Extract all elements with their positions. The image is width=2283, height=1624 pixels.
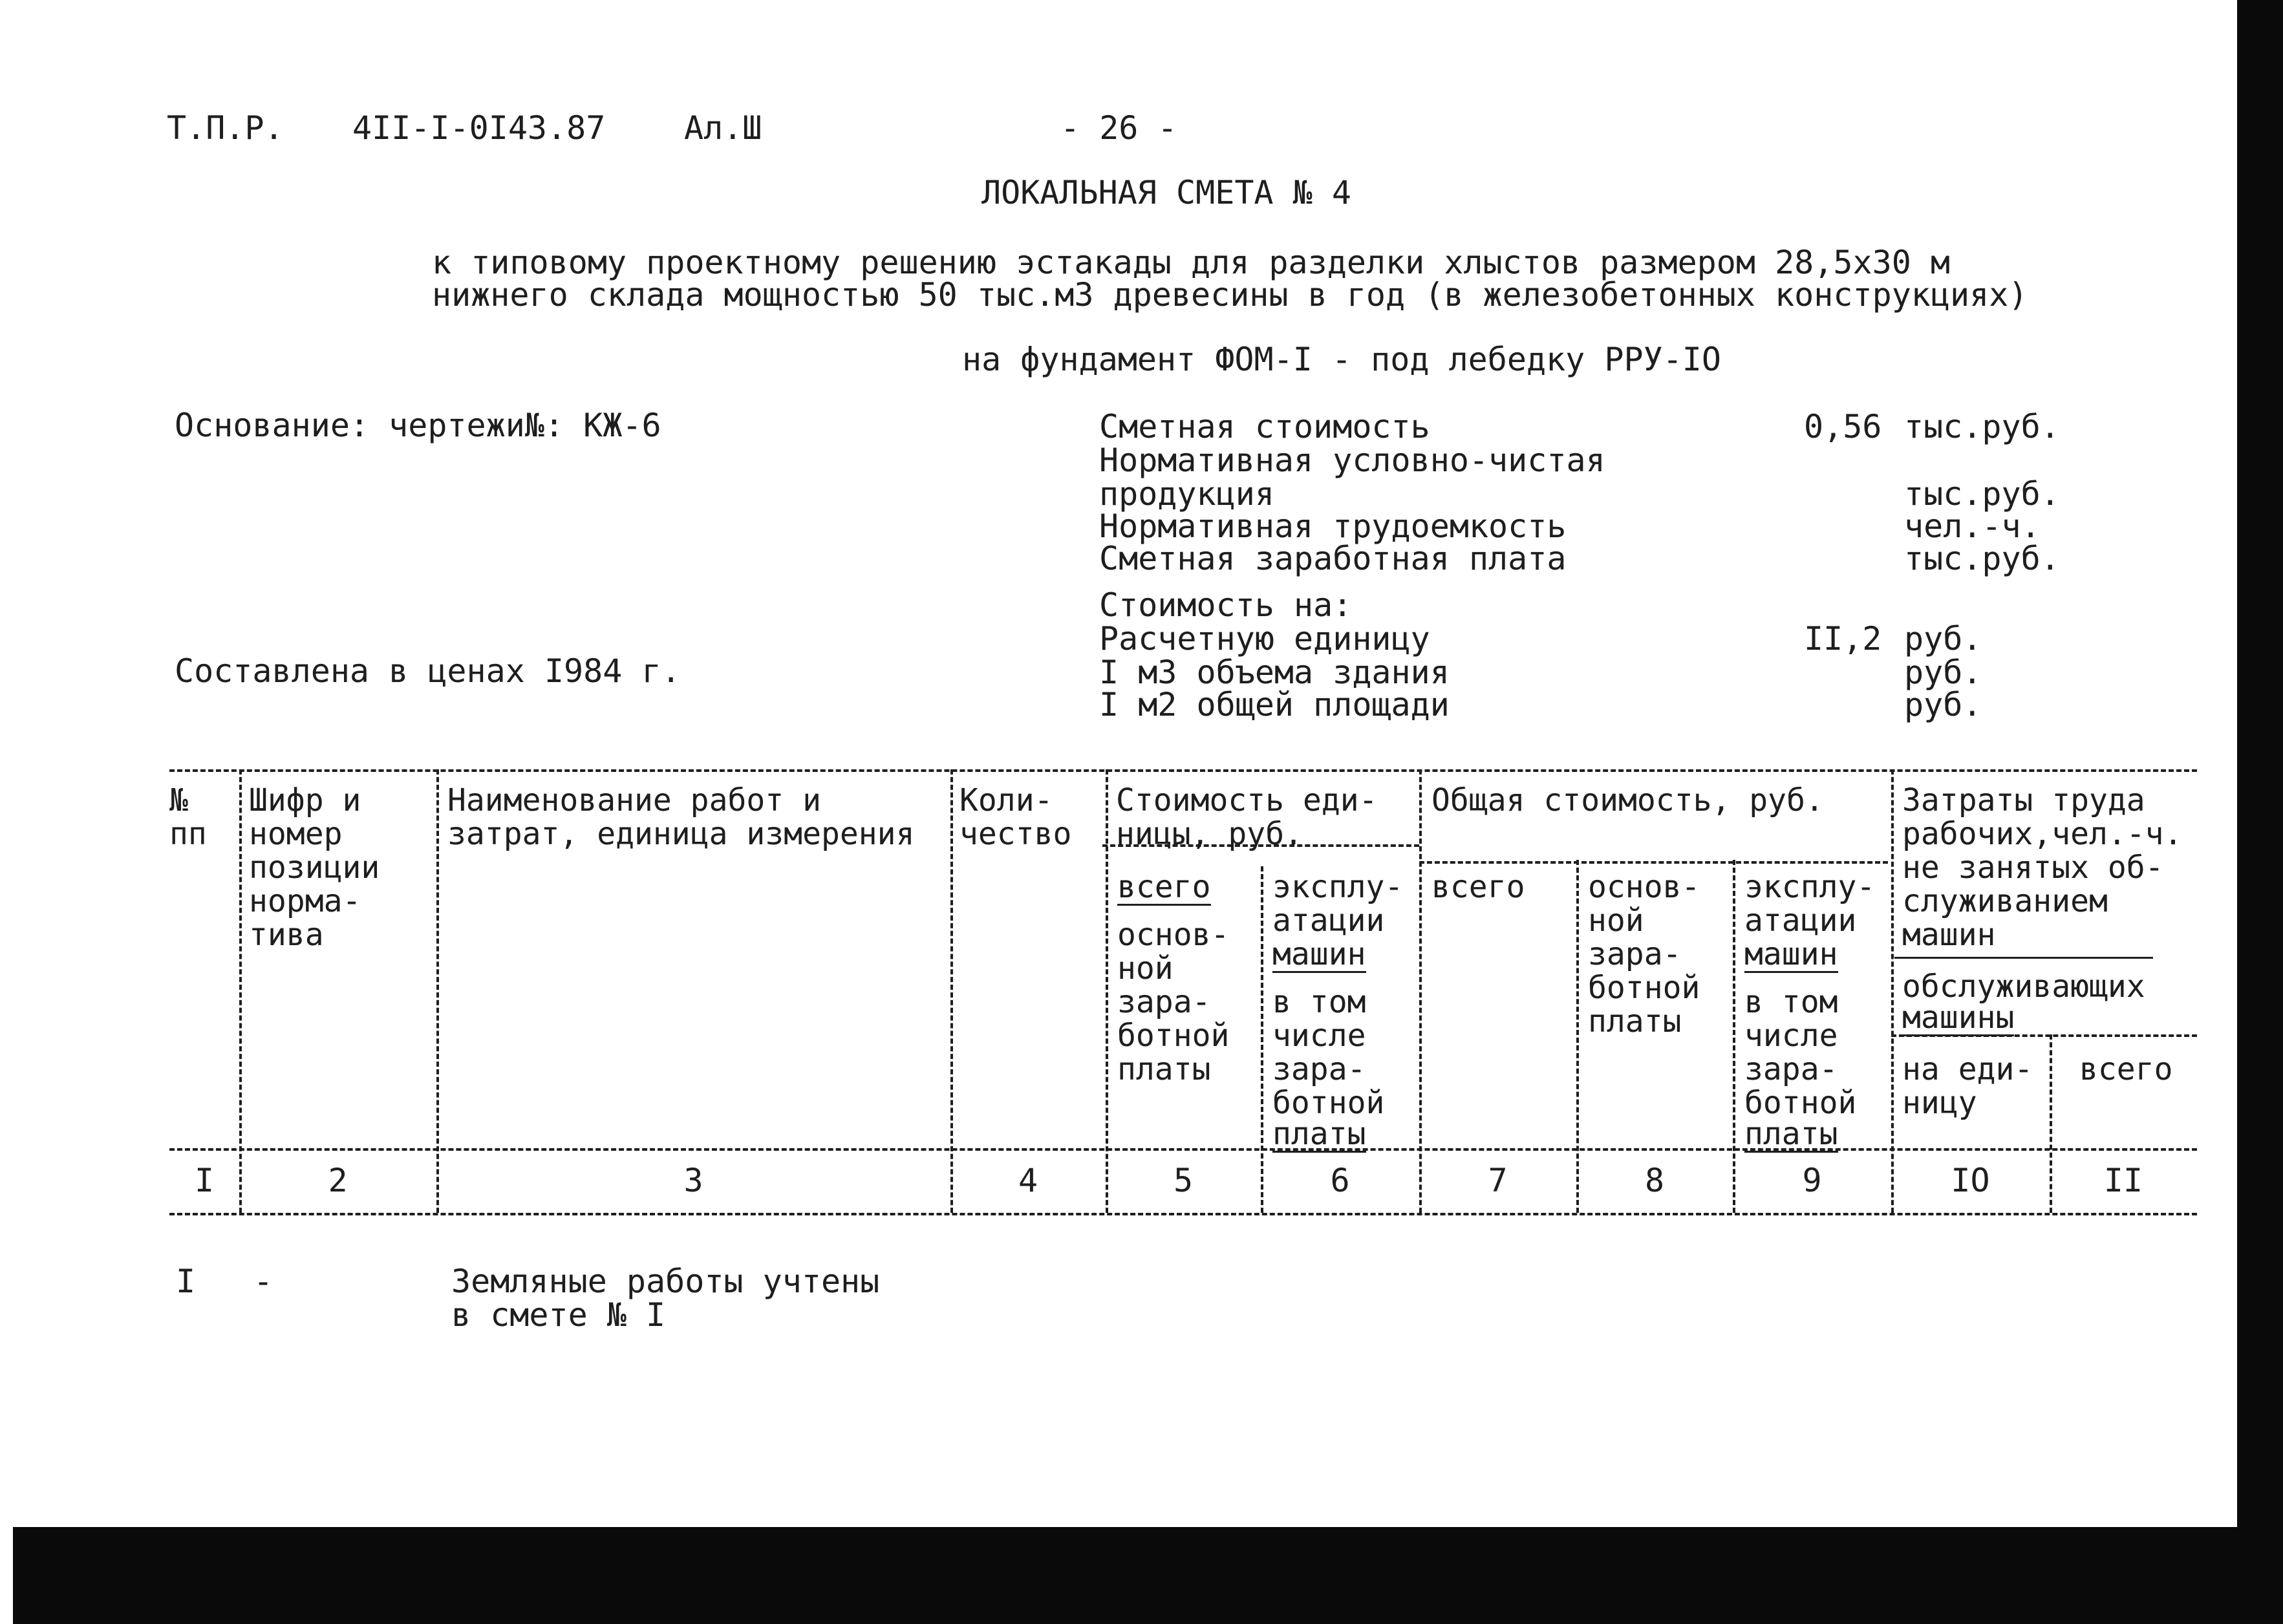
col9-incl-3: зара- [1744,1051,1838,1087]
col2-header-3: позиции [249,849,380,886]
col-divider [436,769,439,1213]
estimated-cost-unit: тыс.руб. [1904,408,2060,445]
col1-header-2: пп [169,816,207,852]
col-number: 8 [1644,1162,1665,1199]
net-product-unit: тыс.руб. [1904,475,2060,513]
col4-header-2: чество [959,816,1072,852]
col-divider [1261,866,1263,1213]
col-divider [950,769,953,1213]
col9-incl-5: платы [1744,1116,1838,1152]
subtitle-line-2: нижнего склада мощностью 50 тыс.м3 древесины в год (в железобетонных конструкциях) [432,276,2028,314]
estimated-cost-label: Сметная стоимость [1099,408,1430,445]
col-divider [239,769,242,1213]
labor-group-4: служиванием [1902,883,2108,919]
col10-header-2: ницу [1902,1085,1977,1121]
col5-wages-2: ной [1117,950,1174,987]
col-number: 3 [683,1162,703,1199]
col-number: 5 [1173,1162,1194,1199]
unit-cost-label: Расчетную единицу [1099,620,1430,657]
col9-operation-1: эксплу- [1744,869,1876,905]
col-number: I [194,1162,215,1199]
col6-incl-4: ботной [1272,1085,1385,1121]
total-cost-group: Общая стоимость, руб. [1431,782,1824,818]
labor-group-1: Затраты труда [1902,782,2145,818]
subtitle-line-3: на фундамент ФОМ-I - под лебедку РРУ-IO [962,341,1721,378]
col5-total: всего [1117,869,1211,905]
total-cost-group-rule [1419,861,1888,864]
col-number: 6 [1330,1162,1350,1199]
net-product-label-2: продукция [1099,475,1274,513]
col9-incl-1: в том [1744,984,1838,1020]
col5-wages-4: ботной [1117,1018,1230,1054]
labor-label: Нормативная трудоемкость [1099,508,1567,545]
col6-operation-3: машин [1272,936,1366,972]
col3-header-2: затрат, единица измерения [447,816,915,852]
page-number: - 26 - [1060,109,1177,147]
cost-per-label: Стоимость на: [1099,586,1353,624]
col-number: 7 [1488,1162,1508,1199]
row-number: I [176,1263,196,1300]
col6-incl-3: зара- [1272,1051,1366,1087]
col8-header-2: ной [1588,903,1644,939]
estimated-cost-value: 0,56 [1804,408,1882,445]
m2-cost-unit: руб. [1904,686,1982,723]
col8-header-4: ботной [1588,970,1700,1006]
col9-incl-4: ботной [1744,1085,1857,1121]
col6-operation-2: атации [1272,903,1385,939]
unit-cost-group-2: ницы, руб. [1116,816,1303,852]
col-number: IO [1951,1162,1990,1199]
labor-unit: чел.-ч. [1904,508,2041,545]
labor-serving-2: машины [1902,999,2015,1036]
col-divider [1106,769,1108,1213]
row-name-1: Земляные работы учтены [451,1263,880,1300]
labor-group-5: машин [1902,917,1996,953]
numbers-bottom-border [169,1213,2197,1215]
col4-header-1: Коли- [959,782,1053,818]
col-divider [1891,769,1894,1213]
col6-incl-2: числе [1272,1018,1366,1054]
net-product-label-1: Нормативная условно-чистая [1099,442,1605,479]
col11-header: всего [2079,1051,2173,1087]
col6-incl-5: платы [1272,1116,1366,1152]
page-title: ЛОКАЛЬНАЯ СМЕТА № 4 [981,174,1351,211]
scan-dark-border-bottom [13,1527,2283,1624]
labor-underline [1894,957,2153,959]
col10-header-1: на еди- [1902,1051,2033,1087]
col2-header-1: Шифр и [249,782,361,818]
labor-group-3: не занятых об- [1902,849,2164,886]
scan-dark-border-right [2237,0,2283,1624]
col8-header-1: основ- [1588,869,1700,905]
col8-header-5: платы [1588,1003,1682,1040]
m2-cost-label: I м2 общей площади [1099,686,1450,723]
col9-incl-2: числе [1744,1018,1838,1054]
col9-operation-2: атации [1744,903,1857,939]
unit-cost-value: II,2 [1804,620,1882,657]
col-number: II [2103,1162,2143,1199]
col5-wages-1: основ- [1117,917,1230,953]
row-code: - [253,1263,273,1300]
col2-header-2: номер [249,816,343,852]
subtitle-line-1: к типовому проектному решению эстакады для разделки хлыстов размером 28,5х30 м [432,244,1950,281]
col-number: 2 [328,1162,348,1199]
wages-unit: тыс.руб. [1904,540,2060,577]
col-divider [1733,860,1735,1213]
basis-text: Основание: чертежи№: КЖ-6 [175,407,661,444]
col-number: 4 [1018,1162,1038,1199]
col5-wages-5: платы [1117,1051,1211,1087]
unit-cost-unit: руб. [1904,620,1982,657]
m3-cost-unit: руб. [1904,654,1982,691]
col6-incl-1: в том [1272,984,1366,1020]
col9-operation-3: машин [1744,936,1838,972]
unit-cost-group-1: Стоимость еди- [1116,782,1378,818]
project-number: 4II-I-0I43.87 [352,109,606,147]
wages-label: Сметная заработная плата [1099,540,1567,577]
doc-code: Т.П.Р. [167,109,284,147]
col7-header: всего [1431,869,1525,905]
row-name-2: в смете № I [451,1296,666,1334]
col3-header-1: Наименование работ и [447,782,821,818]
col2-header-4: норма- [249,883,361,919]
compiled-prices: Составлена в ценах I984 г. [175,652,681,690]
col8-header-3: зара- [1588,936,1682,972]
col1-header-1: № [169,782,188,818]
col-number: 9 [1802,1162,1822,1199]
col2-header-5: тива [249,917,324,953]
album-number: Ал.Ш [684,109,762,147]
col6-operation-1: эксплу- [1272,869,1404,905]
col-divider [1576,860,1579,1213]
m3-cost-label: I м3 объема здания [1099,654,1450,691]
labor-serving-1: обслуживающих [1902,968,2145,1005]
col-divider [1419,769,1422,1213]
col5-wages-3: зара- [1117,984,1211,1020]
labor-group-2: рабочих,чел.-ч. [1902,816,2183,852]
